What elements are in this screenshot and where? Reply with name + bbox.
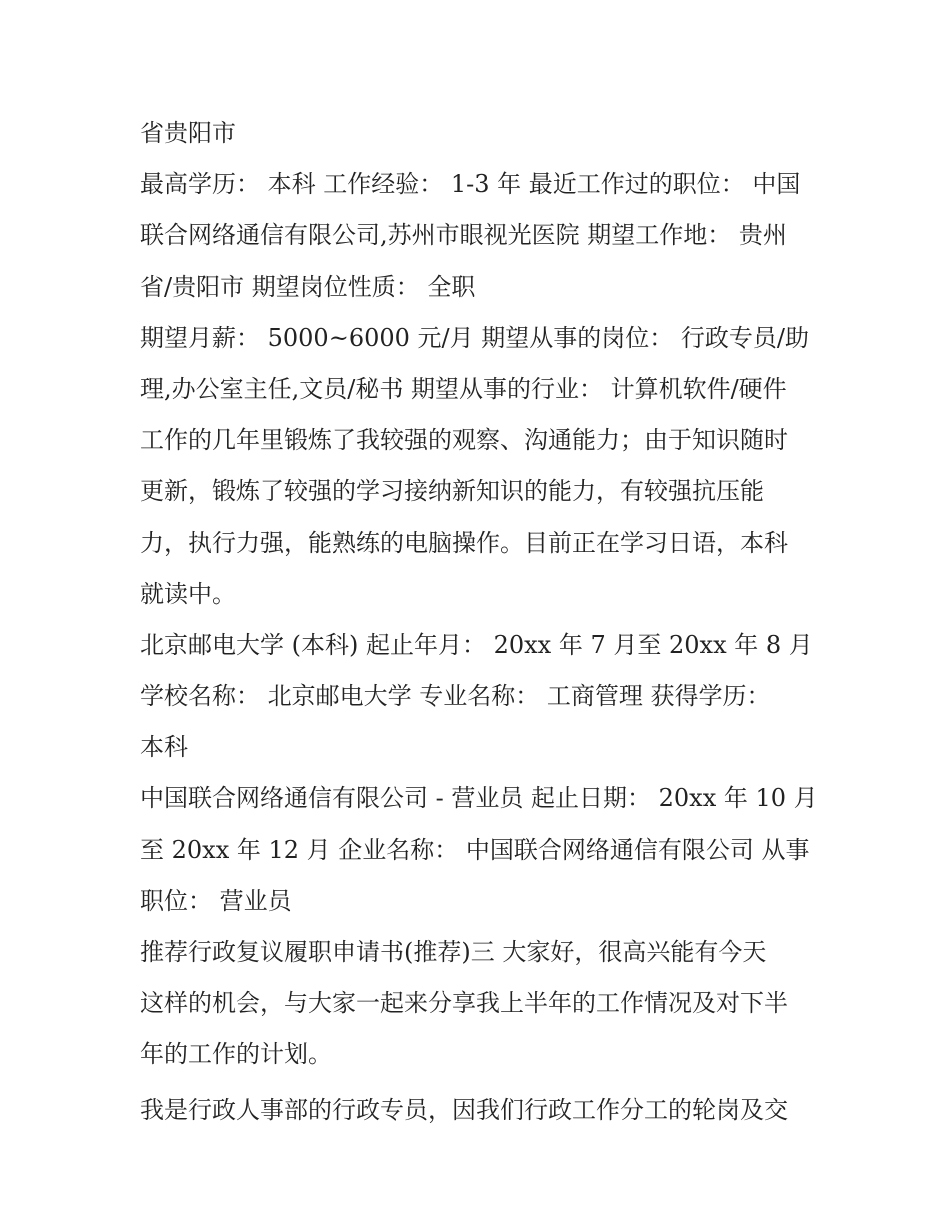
text-line: 至 20xx 年 12 月 企业名称： 中国联合网络通信有限公司 从事 [140, 835, 810, 864]
text-line: 职位： 营业员 [140, 886, 292, 915]
text-line: 省贵阳市 [140, 119, 236, 147]
text-line: 本科 [140, 733, 188, 762]
text-line: 联合网络通信有限公司,苏州市眼视光医院 期望工作地： 贵州 [140, 221, 787, 250]
text-line: 这样的机会，与大家一起来分享我上半年的工作情况及对下半 [140, 989, 788, 1018]
text-line: 北京邮电大学 (本科) 起止年月： 20xx 年 7 月至 20xx 年 8 月 [140, 630, 813, 659]
text-line: 中国联合网络通信有限公司 - 营业员 起止日期： 20xx 年 10 月 [140, 784, 818, 813]
text-line: 年的工作的计划。 [140, 1040, 332, 1069]
text-line: 我是行政人事部的行政专员，因我们行政工作分工的轮岗及交 [140, 1095, 788, 1124]
text-line: 学校名称： 北京邮电大学 专业名称： 工商管理 获得学历： [140, 682, 771, 711]
document-body [140, 108, 820, 1136]
text-line: 最高学历： 本科 工作经验： 1-3 年 最近工作过的职位： 中国 [140, 170, 801, 199]
text-line: 期望月薪： 5000~6000 元/月 期望从事的岗位： 行政专员/助 [140, 323, 809, 352]
text-line: 更新，锻炼了较强的学习接纳新知识的能力，有较强抗压能 [140, 477, 764, 506]
text-line: 力，执行力强，能熟练的电脑操作。目前正在学习日语，本科 [140, 528, 788, 557]
text-line: 推荐行政复议履职申请书(推荐)三 大家好，很高兴能有今天 [140, 938, 767, 966]
text-line: 就读中。 [140, 579, 236, 608]
text-line: 省/贵阳市 期望岗位性质： 全职 [140, 272, 476, 301]
text-line: 工作的几年里锻炼了我较强的观察、沟通能力；由于知识随时 [140, 426, 788, 455]
text-line: 理,办公室主任,文员/秘书 期望从事的行业： 计算机软件/硬件 [140, 374, 787, 403]
